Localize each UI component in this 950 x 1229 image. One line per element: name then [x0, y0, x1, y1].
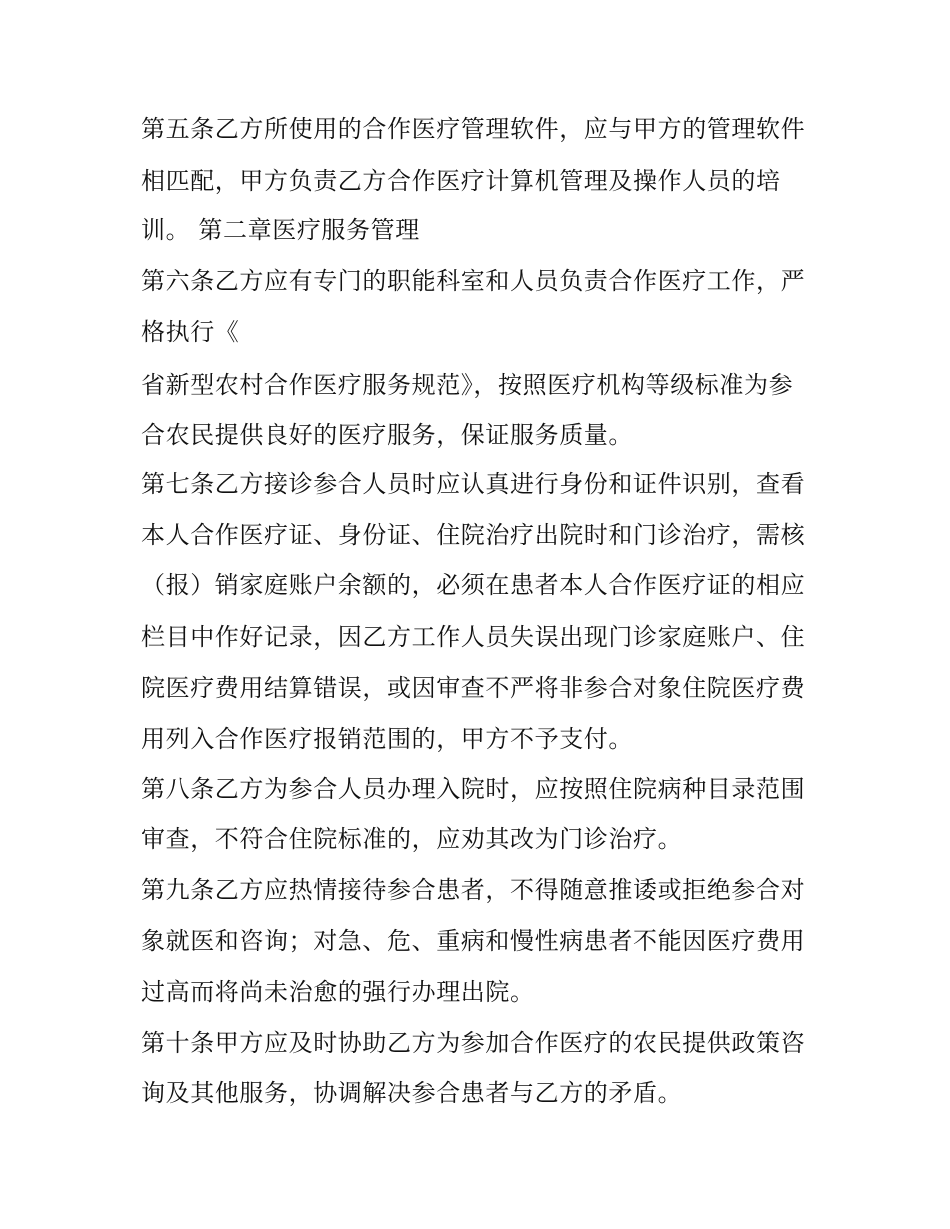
- text-line: 训。 第二章医疗服务管理: [141, 216, 420, 244]
- text-line: 格执行《: [141, 318, 240, 346]
- text-line: 院医疗费用结算错误，或因审查不严将非参合对象住院医疗费: [141, 674, 806, 702]
- text-line: 用列入合作医疗报销范围的，甲方不予支付。: [141, 725, 633, 753]
- text-line: 第六条乙方应有专门的职能科室和人员负责合作医疗工作，严: [141, 267, 806, 295]
- text-line: 省新型农村合作医疗服务规范》，按照医疗机构等级标准为参: [141, 371, 794, 399]
- text-line: 栏目中作好记录，因乙方工作人员失误出现门诊家庭账户、住: [141, 623, 806, 651]
- text-line: 过高而将尚未治愈的强行办理出院。: [141, 978, 535, 1006]
- text-line: 第九条乙方应热情接待参合患者，不得随意推诿或拒绝参合对: [141, 876, 806, 904]
- text-line: 第八条乙方为参合人员办理入院时，应按照住院病种目录范围: [141, 775, 806, 803]
- text-line: （报）销家庭账户余额的，必须在患者本人合作医疗证的相应: [141, 571, 806, 599]
- text-line: 第五条乙方所使用的合作医疗管理软件，应与甲方的管理软件: [141, 115, 806, 143]
- text-line: 相匹配，甲方负责乙方合作医疗计算机管理及操作人员的培: [141, 167, 781, 195]
- text-line: 第七条乙方接诊参合人员时应认真进行身份和证件识别，查看: [141, 470, 806, 498]
- text-line: 合农民提供良好的医疗服务，保证服务质量。: [141, 421, 633, 449]
- text-line: 第十条甲方应及时协助乙方为参加合作医疗的农民提供政策咨: [141, 1029, 806, 1057]
- text-line: 象就医和咨询；对急、危、重病和慢性病患者不能因医疗费用: [141, 927, 806, 955]
- text-line: 审查，不符合住院标准的，应劝其改为门诊治疗。: [141, 825, 683, 853]
- text-line: 本人合作医疗证、身份证、住院治疗出院时和门诊治疗，需核: [141, 521, 806, 549]
- text-line: 询及其他服务，协调解决参合患者与乙方的矛盾。: [141, 1079, 683, 1107]
